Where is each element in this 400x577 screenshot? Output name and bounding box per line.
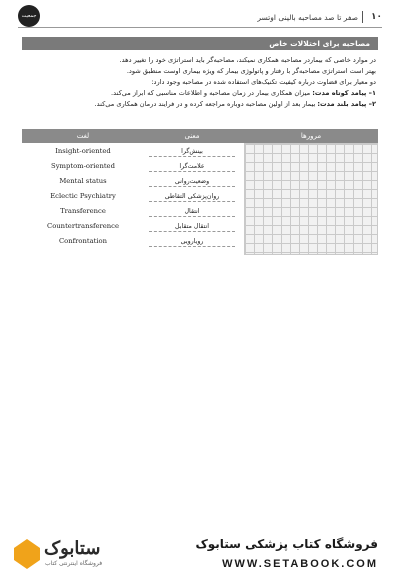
publisher-logo-text: جمعیت [21,13,37,19]
footer-banner [0,531,400,577]
table-row [22,204,244,219]
table-row [22,144,244,159]
publisher-logo [18,5,40,27]
paragraph-line: بهتر است استراتژی مصاحبه‌گر با رفتار و پاتولوژی بیمار که ویژه بیماری اوست منطبق شود. [126,67,376,75]
paragraph-line: دو معیار برای قضاوت درباره کیفیت تکنیک‌های استفاده شده در مصاحبه وجود دارد: [151,78,376,86]
column-header-term: لغت [76,132,90,140]
term-cell: Eclectic Psychiatry [50,192,116,200]
meaning-cell: روان‌پزشکی التقاطی [164,193,220,200]
review-grid [244,143,378,255]
meaning-cell: انتقال متقابل [175,223,209,230]
list-item-text: میزان همکاری بیمار در زمان مصاحبه و اطلاعات مناسبی که ابراز می‌کند. [111,89,313,97]
header-divider [362,11,363,23]
meaning-underline [149,215,235,217]
store-url[interactable]: WWW.SETABOOK.COM [222,558,378,570]
meaning-cell: وضعیت‌روانی [174,178,210,185]
meaning-underline [149,170,235,172]
meaning-underline [149,230,235,232]
list-item-text: بیمار بعد از اولین مصاحبه دوباره مراجعه کرده و در فرایند درمان همکاری می‌کند. [94,100,318,108]
paragraph-line: در موارد خاصی که بیماردر مصاحبه همکاری نمیکند، مصاحبه‌گر باید استراتژی خود را تغییر دهد. [119,56,376,64]
term-cell: Countertransference [47,222,119,230]
meaning-cell: انتقال [184,208,200,215]
store-logo[interactable] [14,539,144,571]
vocabulary-table [22,129,378,255]
section-title-bar [22,37,378,50]
meaning-cell: علامت‌گرا [179,163,205,170]
meaning-underline [149,155,235,157]
meaning-underline [149,200,235,202]
store-name: فروشگاه کتاب پزشکی ستابوک [195,537,378,551]
book-icon [14,539,40,569]
section-title: مصاحبه برای اختلالات خاص [269,39,370,48]
table-row [22,219,244,234]
page-number: ۱۰ [371,12,382,22]
term-cell: Insight-oriented [55,147,111,155]
table-row [22,159,244,174]
table-row [22,189,244,204]
term-cell: Symptom-oriented [51,162,115,170]
store-logo-word: ستابوک [44,538,101,558]
store-logo-subtitle: فروشگاه اینترنتی کتاب [45,560,103,567]
term-cell: Transference [60,207,106,215]
table-header [22,129,378,143]
meaning-cell: بینش‌گرا [181,148,203,155]
meaning-underline [149,185,235,187]
column-header-review: مرورها [300,132,322,140]
term-cell: Confrontation [58,237,108,245]
table-row [22,174,244,189]
list-item-label: ۲– پیامد بلند مدت: [317,100,376,108]
header-rule [18,27,382,28]
list-item [22,88,376,98]
table-row [22,234,244,249]
book-title: صفر تا صد مصاحبه بالینی اوتسر [257,12,358,22]
list-item-label: ۱– پیامد کوتاه مدت: [312,89,376,97]
list-item [22,99,376,109]
term-cell: Mental status [59,177,107,185]
page-header [18,8,382,26]
meaning-underline [149,245,235,247]
column-header-meaning: معنی [184,132,200,140]
meaning-cell: رویارویی [180,238,204,245]
